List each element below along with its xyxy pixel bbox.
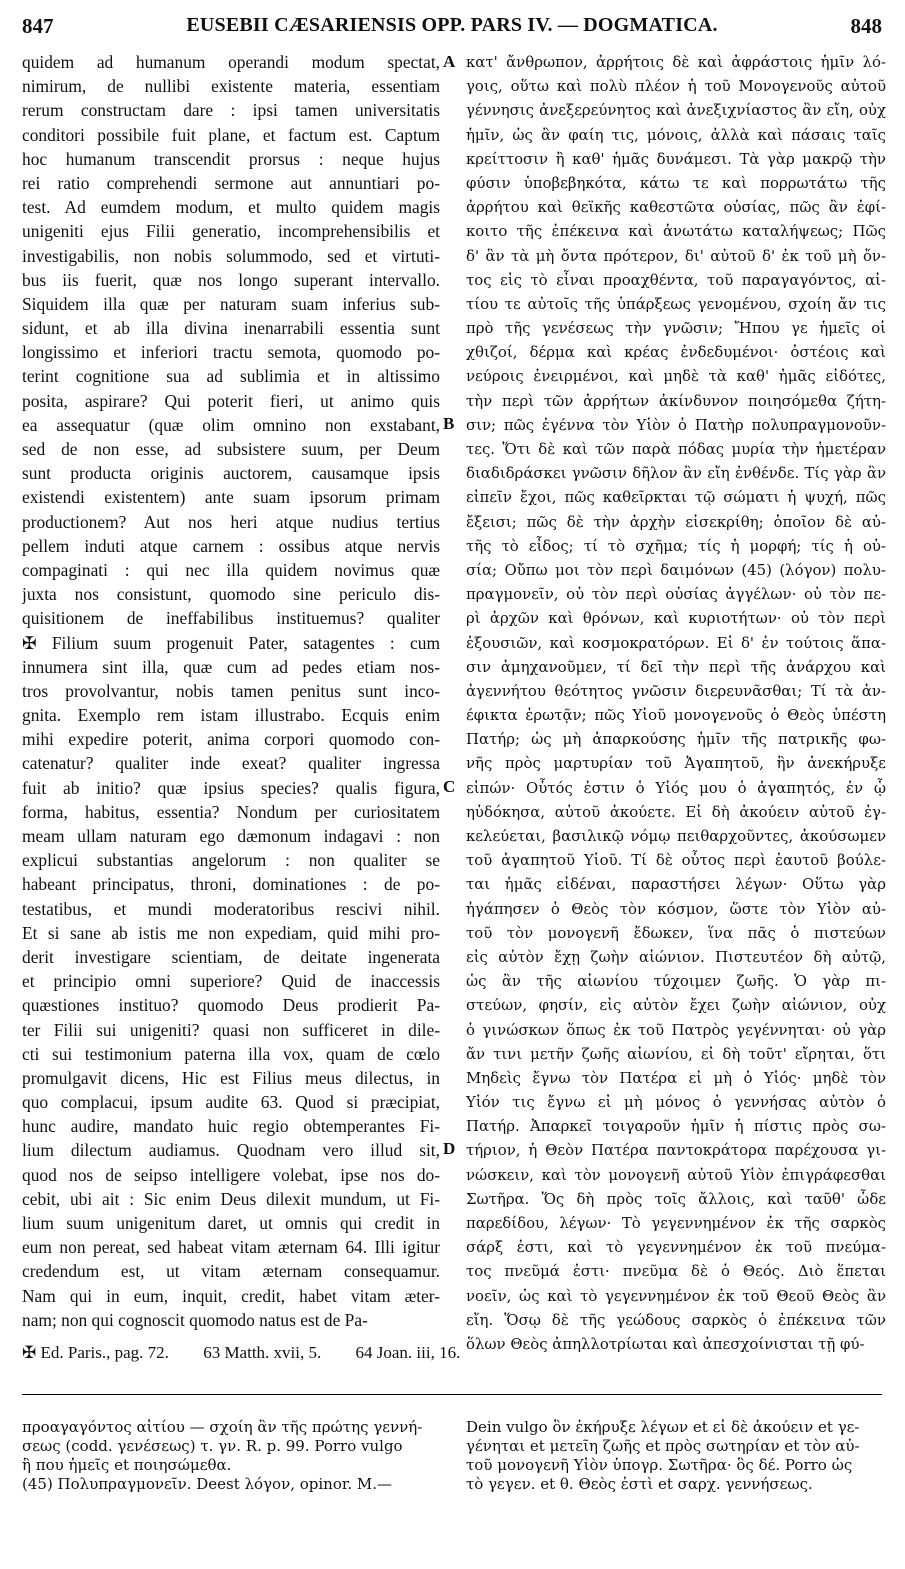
greek-line: ἄν τινι μετῆν ζωῆς αἰωνίου, εἰ δὴ τοῦτ' εἴρηται, ὅτι	[466, 1044, 886, 1063]
critical-note-line: Dein vulgo ὃν ἐκήρυξε λέγων et εἰ δὲ ἀκούειν et γε-	[466, 1418, 860, 1436]
page-number-right: 848	[850, 14, 882, 38]
latin-line: hoc humanum transcendit prorsus : neque hujus	[22, 148, 440, 169]
latin-line: Siquidem illa quæ per naturam suam inferius sub-	[22, 293, 440, 314]
greek-line: ἔξεισι; πῶς δὲ τὴν ἀρχὴν εἰσεκρίθη; ὁποῖον δὲ αὐ-	[466, 512, 886, 531]
critical-note-line: ἢ που ἡμεῖς et ποιησώμεθα.	[22, 1456, 232, 1474]
latin-line: promulgavit dicens, Hic est Filius meus dilectus, in	[22, 1067, 440, 1088]
latin-line: nimirum, de nullibi existente materia, essentiam	[22, 76, 440, 97]
latin-line: rerum constructam dare : ipsi tamen universitatis	[22, 100, 440, 121]
latin-line: quod nos de seipso intelligere volebat, ipse nos do-	[22, 1164, 440, 1185]
margin-mark-b: B	[443, 414, 455, 433]
greek-line: διαδιδράσκει γνῶσιν δῆλον ἂν εἴη ἐνθένδε. Τίς γὰρ ἂν	[466, 464, 886, 483]
greek-line: χθιζοί, δέρμα καὶ κρέας ἐνδεδυμένοι· ὀστέοις καὶ	[466, 343, 886, 362]
latin-line: ea assequatur (quæ olim omnino non exstabant,	[22, 414, 440, 435]
greek-line: ἀρρήτου καὶ θεϊκῆς καθεστῶτα οὐσίας, πῶς ἂν ἐφί-	[466, 198, 886, 217]
greek-column	[466, 50, 886, 1356]
critical-note-line: (45) Πολυπραγμονεῖν. Deest λόγον, opinor. M.—	[22, 1475, 393, 1493]
latin-line: test. Ad eumdem modum, et multo quidem magis	[22, 197, 440, 218]
greek-line: γέννησις ἀνεξερεύνητος καὶ ἀνεξιχνίαστος ἂν εἴη, οὐχ	[466, 101, 886, 120]
latin-line: catenatur? qualiter inde exeat? qualiter ingressa	[22, 753, 440, 774]
footnote-64: 64 Joan. iii, 16.	[355, 1343, 461, 1362]
latin-line: compaginati : qui nec illa quidem novimus quæ	[22, 559, 440, 580]
greek-line: Σωτῆρα. Ὅς δὴ πρὸς τοῖς ἄλλοις, καὶ ταῦθ' ὧδε	[466, 1189, 886, 1208]
latin-line: Et si sane ab istis me non expediam, quid mihi pro-	[22, 922, 440, 943]
latin-line: rei ratio comprehendi sermone aut annuntiari po-	[22, 172, 440, 193]
latin-line: eum non pereat, sed habeat vitam æternam 64. Illi igitur	[22, 1237, 440, 1258]
greek-line: στεύων, φησίν, εἰς αὐτὸν ἔχει ζωὴν αἰώνιον, οὐχ	[466, 996, 886, 1015]
latin-line: sidunt, et ab illa divina inenarrabili essentia sunt	[22, 318, 440, 339]
greek-line: εἴη. Ὅσῳ δὲ τῆς γεώδους σαρκὸς ὁ ἐπέκεινα τῶν	[466, 1310, 886, 1329]
latin-line: lium suum unigenitum daret, ut omnis qui credit in	[22, 1213, 440, 1233]
greek-line: κρείττοσιν ἢ καθ' ἡμᾶς δυνάμεσι. Τὰ γὰρ μακρῷ τὴν	[466, 149, 886, 168]
critical-notes-right	[466, 1418, 886, 1494]
greek-line: τίου τε αὐτοῖς τῆς ὑπάρξεως γενομένου, σχοίη ἄν τις	[466, 294, 886, 313]
critical-note-line: τὸ γεγεν. et θ. Θεὸς ἐστὶ et σαρχ. γεννήσεως.	[466, 1475, 813, 1493]
critical-note-line: σεως (codd. γενέσεως) τ. γν. R. p. 99. Porro vulgo	[22, 1437, 403, 1455]
greek-line: έφικτα ἐρωτᾷν; πῶς Υἱοῦ μονογενοῦς ὁ Θεὸς ὑπέστη	[466, 706, 886, 725]
latin-line: quidem ad humanum operandi modum spectat,	[22, 52, 440, 72]
greek-line: πρὸ τῆς γενέσεως τὴν γνῶσιν; Ἤπου γε ἡμεῖς οἱ	[466, 319, 886, 338]
greek-line: ἐξουσιῶν, καὶ κοσμοκρατόρων. Εἰ δ' ἐν τούτοις ἅπα-	[466, 633, 886, 652]
latin-line: longissimo et inferiori tractu semota, quomodo po-	[22, 342, 440, 363]
latin-line: posita, aspirare? Qui poterit fieri, ut animo quis	[22, 390, 440, 411]
latin-line: cti sui testimonium paterna illa vox, quam de cœlo	[22, 1043, 440, 1064]
latin-line: ter Filii sui unigeniti? quasi non sufficeret in dile-	[22, 1019, 440, 1040]
greek-line: ἡμῖν, ὡς ἂν φαίη τις, μόνοις, ἀλλὰ καὶ πάσαις ταῖς	[466, 125, 886, 144]
greek-line: νεύροις ἐνειρμένοι, καὶ μηδὲ τὰ καθ' ἡμᾶς εἰδότες,	[466, 367, 886, 386]
greek-line: τοῦ τὸν μονογενῆ ἔδωκεν, ἵνα πᾶς ὁ πιστεύων	[466, 923, 886, 942]
critical-note-line: τοῦ μονογενῆ Υἱὸν ὑπογρ. Σωτῆρα· ὃς δέ. Porro ὡς	[466, 1456, 853, 1474]
notes-separator	[22, 1394, 882, 1395]
greek-line: τος πνεῦμά ἐστι· πνεῦμα δὲ ὁ Θεός. Διὸ ἕπεται	[466, 1262, 886, 1281]
greek-line: Πατήρ; ὡς μὴ ἀπαρκούσης ἡμῖν τῆς πατρικῆς φω-	[466, 730, 886, 749]
latin-line: gnita. Exemplo rem istam illustrabo. Ecquis enim	[22, 705, 440, 726]
latin-line: conditori possibile fuit plane, et factum est. Captum	[22, 124, 440, 145]
latin-line: productionem? Aut nos heri atque nudius tertius	[22, 511, 440, 532]
greek-line: σιν ἀμηχανοῦμεν, τί δεῖ τὴν περὶ τῆς ἀνάρχου καὶ	[466, 657, 886, 676]
latin-line: forma, habitus, essentia? Nondum per curiositatem	[22, 801, 440, 822]
latin-line: nam; non qui cognoscit quomodo natus est de Pa-	[22, 1309, 368, 1330]
latin-line: credendum est, ut vitam æternam consequamur.	[22, 1261, 440, 1282]
greek-line: ὡς ἂν τῆς αἰωνίου τύχοιμεν ζωῆς. Ὁ γὰρ πι-	[466, 972, 886, 991]
footnote-edition: ✠ Ed. Paris., pag. 72.	[22, 1343, 169, 1362]
greek-line: κατ' ἄνθρωπον, ἀρρήτοις δὲ καὶ ἀφράστοις ἡμῖν λό-	[466, 53, 886, 71]
greek-line: ἠγάπησεν ὁ Θεὸς τὸν κόσμον, ὥστε τὸν Υἱὸν αὐ-	[466, 899, 886, 918]
margin-mark-c: C	[443, 777, 456, 796]
latin-line: derit investigare scientiam, de deitate ingenerata	[22, 946, 440, 967]
greek-line: εἰπών· Οὗτός ἐστιν ὁ Υἱός μου ὁ ἀγαπητός, ἐν ᾧ	[466, 778, 886, 797]
margin-mark-d: D	[443, 1139, 456, 1158]
greek-line: ται ἡμᾶς εἰδέναι, παραστήσει λέγων· Οὕτω γὰρ	[466, 875, 886, 894]
latin-line: pellem induti atque carnem : ossibus atque nervis	[22, 535, 440, 556]
latin-line: mihi expedire poterit, anima corpori quomodo con-	[22, 729, 440, 750]
greek-line: δ' ἂν τὰ μὴ ὄντα πρότερον, δι' αὐτοῦ δ' ἐκ τοῦ μὴ ὄν-	[466, 246, 886, 265]
latin-line: cebit, ubi ait : Sic enim Deus dilexit mundum, ut Fi-	[22, 1188, 440, 1209]
greek-line: σάρξ ἐστι, καὶ τὸ γεγεννημένον ἐκ τοῦ πνεύμα-	[466, 1238, 886, 1257]
latin-line: sed de non esse, ad subsistere suum, per Deum	[22, 439, 440, 459]
greek-line: ὁ γινώσκων ὅπως ἐκ τοῦ Πατρὸς γεγέννηται· οὐ γὰρ	[466, 1020, 886, 1039]
greek-line: Μηδεὶς ἔγνω τὸν Πατέρα εἰ μὴ ὁ Υἱός· μηδὲ τὸν	[466, 1068, 886, 1087]
latin-line: meam ullam naturam ego dæmonum indagavi : non	[22, 826, 440, 846]
latin-line: Nam qui in eum, inquit, credit, habet vitam æter-	[22, 1285, 440, 1306]
greek-line: εἰπεῖν ἔχοι, πῶς καθεῖρκται τῷ σώματι ἡ ψυχή, πῶς	[466, 488, 886, 507]
greek-line: Πατήρ. Ἀπαρκεῖ τοιγαροῦν ἡμῖν ἡ πίστις πρὸς σω-	[466, 1117, 886, 1136]
latin-line: terint cognitione sua ad sublimia et in altissimo	[22, 366, 440, 387]
latin-line: existendi existentem) ante suam ipsorum primam	[22, 487, 440, 508]
critical-notes-left	[22, 1418, 442, 1494]
latin-line: et principio omni superiore? Quid de inaccessis	[22, 971, 440, 992]
latin-line: fuit ab initio? quæ ipsius species? qualis figura,	[22, 777, 440, 798]
greek-line: ἀγεννήτου θεότητος γνῶσιν διερευνᾶσθαι; Τί τὰ ἀν-	[466, 681, 886, 700]
latin-line: unigeniti ejus Filii generatio, incomprehensibilis et	[22, 221, 440, 242]
greek-line: ὅλων Θεὸς ἀπηλλοτρίωται καὶ ἀπεσχοίνισται τῇ φύ-	[466, 1334, 865, 1353]
greek-line: τήριον, ἡ Θεὸν Πατέρα παντοκράτορα παρέχουσα γι-	[466, 1141, 886, 1160]
greek-line: τος εἰς τὸ εἶναι προαχθέντα, τοῦ παραγαγόντος, αἰ-	[466, 270, 886, 289]
greek-line: σία; Οὔπω μοι τὸν περὶ δαιμόνων (45) (λόγον) πολυ-	[466, 560, 886, 579]
greek-line: νῆς πρὸς μαρτυρίαν τοῦ Ἀγαπητοῦ, ἣν ἀνεκήρυξε	[466, 754, 886, 773]
greek-line: Υἱόν τις ἔγνω εἰ μὴ μόνος ὁ γεννήσας αὐτὸν ὁ	[466, 1093, 886, 1112]
latin-line: testatibus, et mundi moderatoribus rescivi nihil.	[22, 898, 440, 919]
greek-line: τῆς τὸ εἶδος; τί τὸ σχῆμα; τίς ἡ μορφή; τίς ἡ οὐ-	[466, 536, 886, 555]
latin-line: quo complacui, ipsum audite 63. Quod si præcipiat,	[22, 1092, 440, 1113]
latin-line: tros provolvantur, nobis tamen penitus sunt inco-	[22, 680, 440, 701]
running-title: EUSEBII CÆSARIENSIS OPP. PARS IV. — DOGMATICA.	[186, 14, 718, 36]
greek-line: νώσκειν, καὶ τὸν μονογενῆ αὐτοῦ Υἱὸν ἐπιγράφεσθαι	[466, 1165, 886, 1184]
greek-line: κελεύεται, βασιλικῷ νόμῳ πειθαρχοῦντες, ἀκούσωμεν	[466, 827, 886, 845]
critical-note-line: γένηται et μετεῖη ζωῆς et πρὸς σωτηρίαν et τὸν αὐ-	[466, 1437, 860, 1455]
latin-line: explicui substantias angelorum : non qualiter se	[22, 850, 440, 871]
greek-line: νοεῖν, ὡς καὶ τὸ γεγεννημένον ἐκ τοῦ Θεοῦ Θεὸς ἂν	[466, 1286, 886, 1305]
greek-line: γοις, οὕτω καὶ πολὺ πλέον ἡ τοῦ Μονογενοῦς αὐτοῦ	[466, 77, 886, 96]
latin-column	[22, 50, 440, 1332]
greek-line: φύσιν ὑποβεβηκότα, κάτω τε καὶ πορρωτάτω τῆς	[466, 173, 886, 192]
greek-line: τες. Ὅτι δὲ καὶ τῶν παρὰ πόδας μυρία τὴν ἡμετέραν	[466, 440, 886, 458]
latin-line: juxta nos consistunt, quomodo sine periculo dis-	[22, 584, 440, 605]
latin-line: sunt producta originis auctorem, causamque ipsis	[22, 463, 440, 484]
latin-line: lium dilectum audiamus. Quodnam vero illud sit,	[22, 1140, 440, 1161]
latin-line: quæstiones instituo? quomodo Deus prodierit Pa-	[22, 995, 440, 1016]
greek-line: πραγμονεῖν, οὐ τὸν περὶ οὐσίας ἀγγέλων· οὐ τὸν πε-	[466, 585, 886, 604]
latin-line: bus iis fuerit, quæ nos longo superant intervallo.	[22, 269, 440, 290]
latin-line: innumera sint illa, quæ cum ad pedes etiam nos-	[22, 656, 440, 677]
margin-mark-a: A	[443, 52, 456, 71]
latin-line: quisitionem de ineffabilibus instituemus? qualiter	[22, 608, 440, 629]
greek-line: τοῦ ἀγαπητοῦ Υἱοῦ. Τί δὲ οὗτος περὶ ἑαυτοῦ βούλε-	[466, 851, 886, 870]
greek-line: τὴν περὶ τῶν ἀρρήτων ἀκίνδυνον ποιησόμεθα ζήτη-	[466, 391, 886, 410]
latin-line: investigabilis, non nobis solummodo, sed et virtuti-	[22, 245, 440, 266]
page-number-left: 847	[22, 14, 54, 38]
footnotes	[22, 1343, 882, 1363]
greek-line: ρὶ ἀρχῶν καὶ θρόνων, καὶ κυριοτήτων· οὐ τὸν περὶ	[466, 609, 886, 628]
latin-line: hunc audire, mandato huic regio obtemperantes Fi-	[22, 1116, 440, 1137]
page-header	[22, 14, 882, 44]
latin-line: ✠ Filium suum progenuit Pater, satagentes : cum	[22, 632, 440, 653]
footnote-63: 63 Matth. xvii, 5.	[203, 1343, 322, 1362]
greek-line: σιν; πῶς ἐγέννα τὸν Υἱὸν ὁ Πατὴρ πολυπραγμονοῦν-	[466, 415, 886, 434]
greek-line: ηὐδόκησα, αὐτοῦ ἀκούετε. Εἰ δὴ ἀκούειν αὐτοῦ ἐγ-	[466, 802, 886, 821]
greek-line: εἰς αὐτὸν ἔχῃ ζωὴν αἰώνιον. Πιστευτέον δὴ αὐτῷ,	[466, 947, 886, 966]
greek-line: κοιτο τῆς ἐπέκεινα καὶ ἀνωτάτω καταλήψεως; Πῶς	[466, 222, 886, 241]
critical-note-line: προαγαγόντος αἰτίου — σχοίη ἂν τῆς πρώτης γεννή-	[22, 1418, 423, 1436]
latin-line: habeant principatus, throni, dominationes : de po-	[22, 874, 440, 895]
greek-line: παρεδίδου, λέγων· Τὸ γεγεννημένον ἐκ τῆς σαρκὸς	[466, 1214, 886, 1232]
